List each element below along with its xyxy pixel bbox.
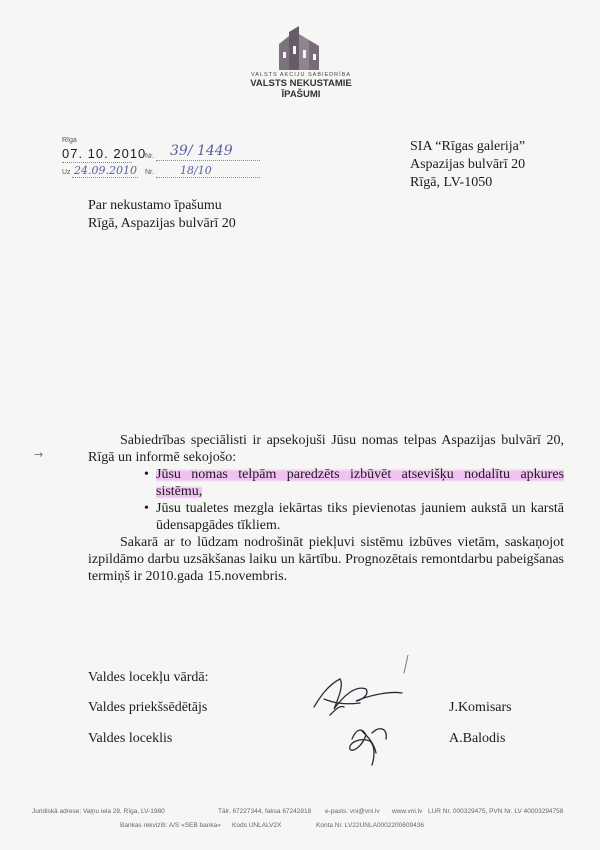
recipient-line-1: SIA “Rīgas galerija” <box>410 139 526 154</box>
company-logo <box>236 26 366 100</box>
reference-place: Rīga <box>62 137 77 144</box>
body-closing: Sakarā ar to lūdzam nodrošināt piekļuvi sistēmu izbūves vietām, saskaņojot izpildāmo darbu uzsākšanas laiku un kārtību. Prognozētais remontdarbu pabeigšanas termiņš ir 2010.gada 15.novembris. <box>88 535 564 584</box>
body-intro: Sabiedrības speciālisti ir apsekojuši Jūsu nomas telpas Aspazijas bulvārī 20, Rīgā un informē sekojošo: <box>88 433 564 465</box>
subject-line-2: Rīgā, Aspazijas bulvārī 20 <box>88 216 236 231</box>
bullet-list <box>88 466 564 534</box>
signature-role-1: Valdes priekšsēdētājs <box>88 700 208 715</box>
letter-subject <box>88 197 236 233</box>
logo-org-line2: ĪPAŠUMI <box>281 89 321 100</box>
nr2-value: 18/10 <box>180 164 212 177</box>
footer-registration: LUR Nr. 000329475, PVN Nr. LV 40003294758 <box>428 808 564 815</box>
bullet-icon: • <box>144 467 149 482</box>
recipient-address <box>410 138 525 192</box>
footer-address: Juridiskā adrese: Vaļņu iela 28, Rīga, LV-1980 <box>32 808 165 815</box>
bullet-item <box>88 500 564 534</box>
logo-org-line1: VALSTS NEKUSTAMIE <box>250 78 352 89</box>
signatures-heading: Valdes locekļu vārdā: <box>88 670 209 685</box>
date-line <box>62 162 132 163</box>
nr2-line <box>156 177 260 178</box>
uz-label: Uz <box>62 169 71 176</box>
signature-name-2: A.Balodis <box>449 731 506 746</box>
footer-bank: Bankas rekvizīti: A/S «SEB banka» <box>120 822 221 829</box>
subject-line-1: Par nekustamo īpašumu <box>88 198 222 213</box>
nr-label: Nr. <box>145 153 154 160</box>
nr-value: 39/ 1449 <box>170 143 233 159</box>
nr-line <box>156 160 260 161</box>
uz-date: 24.09.2010 <box>74 164 137 177</box>
building-logo-icon <box>269 26 333 70</box>
bullet-icon: • <box>144 501 149 516</box>
highlighted-bullet-text: Jūsu nomas telpām paredzēts izbūvēt atsevišķu nodalītu apkures sistēmu, <box>156 467 564 499</box>
handwritten-signatures <box>300 655 430 770</box>
bullet-item <box>88 466 564 500</box>
logo-subtitle: VALSTS AKCIJU SABIEDRĪBA <box>250 72 351 78</box>
margin-arrow-icon: → <box>34 448 44 461</box>
recipient-line-2: Aspazijas bulvārī 20 <box>410 157 526 172</box>
footer-account: Konta Nr. LV22UNLA0002200609436 <box>316 822 424 829</box>
nr2-label: Nr. <box>145 169 154 176</box>
footer-phone: Tālr. 67227344, faksa 67242818 <box>218 808 312 815</box>
recipient-line-3: Rīgā, LV-1050 <box>410 175 493 190</box>
footer-website: www.vni.lv <box>392 808 423 815</box>
bullet-text: Jūsu tualetes mezgla iekārtas tiks pievienotas jauniem aukstā un karstā ūdensapgādes tīkliem. <box>156 501 564 533</box>
signature-role-2: Valdes loceklis <box>88 731 173 746</box>
letter-body <box>88 432 564 585</box>
signature-name-1: J.Komisars <box>449 700 512 715</box>
footer-bank-code: Kods UNLALV2X <box>232 822 282 829</box>
footer-email: e-pasts: vni@vni.lv <box>325 808 380 815</box>
letter-date: 07. 10. 2010 <box>62 146 147 161</box>
uz-line <box>72 177 138 178</box>
